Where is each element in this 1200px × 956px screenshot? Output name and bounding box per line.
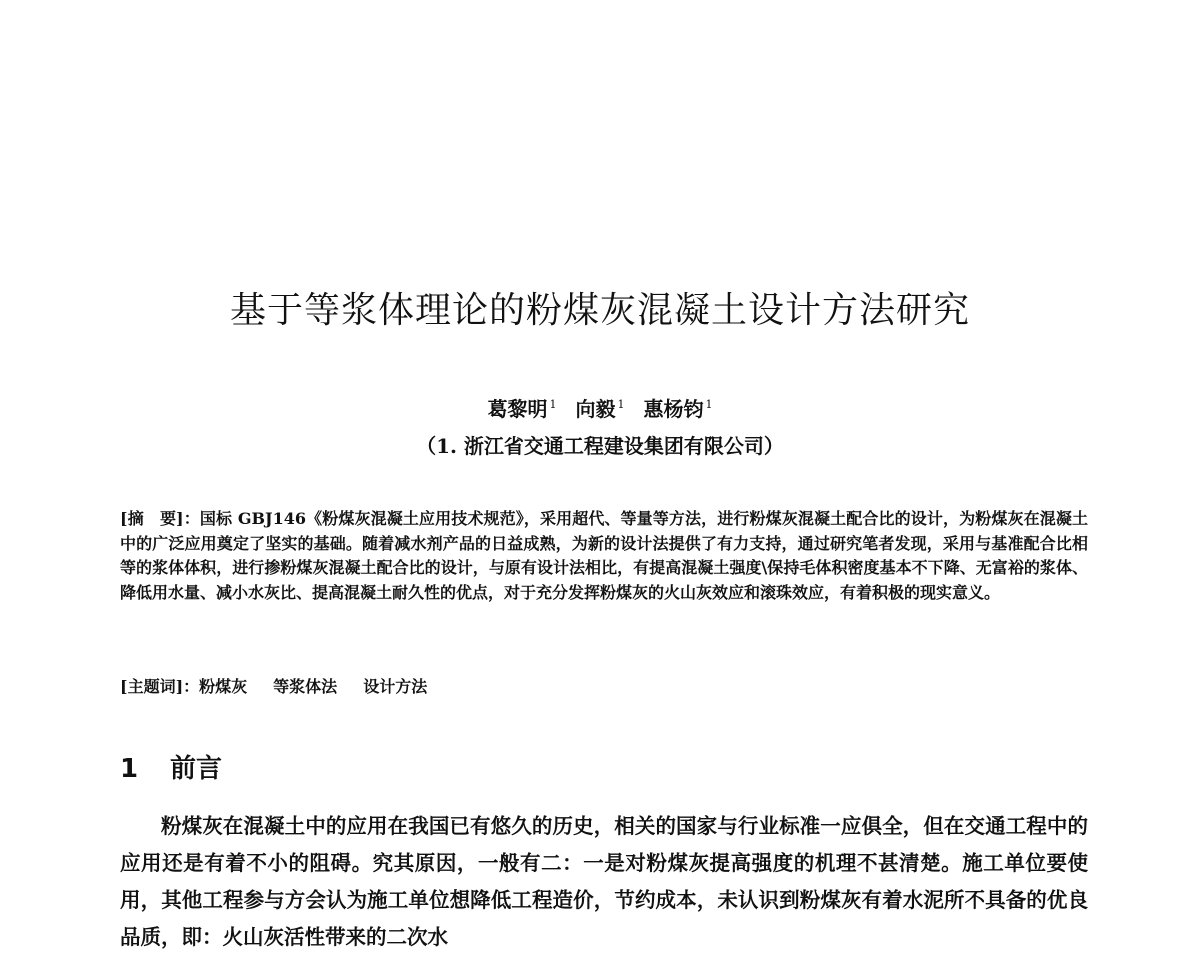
paper-title: 基于等浆体理论的粉煤灰混凝土设计方法研究	[229, 290, 970, 331]
keywords	[120, 674, 1088, 697]
section-number: 1	[120, 754, 139, 784]
abstract	[120, 507, 1088, 606]
author	[576, 393, 625, 422]
section-heading	[120, 748, 222, 785]
keyword: 粉煤灰	[199, 677, 248, 696]
author-name: 惠杨钧	[643, 397, 704, 421]
affiliation: （1. 浙江省交通工程建设集团有限公司）	[416, 434, 784, 458]
body-paragraph: 粉煤灰在混凝土中的应用在我国已有悠久的历史，相关的国家与行业标准一应俱全，但在交通工程中的应用还是有着不小的阻碍。究其原因，一般有二：一是对粉煤灰提高强度的机理不甚清楚。施工单位要使用，其他工程参与方会认为施工单位想降低工程造价，节约成本，未认识到粉煤灰有着水泥所不具备的优良品质，即：火山灰活性带来的二次水	[120, 814, 1088, 949]
keyword: 等浆体法	[273, 677, 338, 696]
author-affiliation-mark: 1	[705, 398, 713, 412]
author	[488, 393, 557, 422]
author-name: 葛黎明	[487, 397, 548, 421]
author	[643, 393, 712, 422]
abstract-text: 国标 GBJ146《粉煤灰混凝土应用技术规范》，采用超代、等量等方法，进行粉煤灰混凝土配合比的设计，为粉煤灰在混凝土中的广泛应用奠定了坚实的基础。随着减水剂产品的日益成熟，为新的设计法提供了有力支持，通过研究笔者发现，采用与基准配合比相等的浆体体积，进行掺粉煤灰混凝土配合比的设计，与原有设计法相比，有提高混凝土强度\保持毛体积密度基本不下降、无富裕的浆体、降低用水量、减小水灰比、提高混凝土耐久性的优点，对于充分发挥粉煤灰的火山灰效应和滚珠效应，有着积极的现实意义。	[120, 509, 1088, 603]
keywords-label: [主题词]：	[120, 677, 200, 696]
abstract-label: [摘 要]：	[120, 509, 200, 528]
section-title: 前言	[170, 754, 223, 784]
author-name: 向毅	[575, 397, 616, 421]
author-affiliation-mark: 1	[617, 398, 625, 412]
author-list	[0, 393, 1200, 422]
keyword: 设计方法	[363, 677, 428, 696]
author-affiliation-mark: 1	[549, 398, 557, 412]
